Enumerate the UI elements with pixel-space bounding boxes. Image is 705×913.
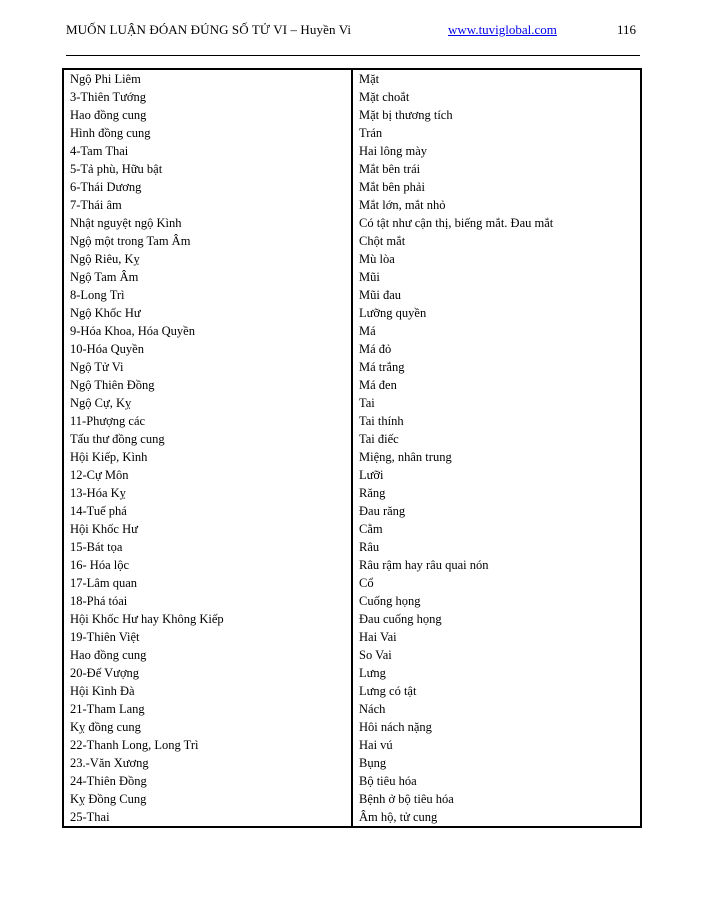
star-cell: Hình đồng cung xyxy=(63,124,352,142)
body-part-cell: Có tật như cận thị, biếng mắt. Đau mắt xyxy=(352,214,641,232)
star-cell: 18-Phá tóai xyxy=(63,592,352,610)
table-row xyxy=(63,232,641,250)
table-row xyxy=(63,250,641,268)
table-row xyxy=(63,682,641,700)
table-row xyxy=(63,142,641,160)
body-part-cell: Cuống họng xyxy=(352,592,641,610)
table-row xyxy=(63,790,641,808)
body-part-cell: Lưỡng quyền xyxy=(352,304,641,322)
body-part-cell: Bụng xyxy=(352,754,641,772)
star-cell: 19-Thiên Việt xyxy=(63,628,352,646)
body-part-cell: Lưng có tật xyxy=(352,682,641,700)
star-cell: 14-Tuế phá xyxy=(63,502,352,520)
table-row xyxy=(63,376,641,394)
star-cell: 22-Thanh Long, Long Trì xyxy=(63,736,352,754)
body-part-cell: Mũi đau xyxy=(352,286,641,304)
table-row xyxy=(63,808,641,827)
body-part-cell: Chột mắt xyxy=(352,232,641,250)
table-row xyxy=(63,466,641,484)
body-part-cell: Trán xyxy=(352,124,641,142)
star-cell: 15-Bát tọa xyxy=(63,538,352,556)
star-cell: Ngộ Phi Liêm xyxy=(63,69,352,88)
star-cell: 11-Phượng các xyxy=(63,412,352,430)
table-row xyxy=(63,664,641,682)
body-part-cell: Cổ xyxy=(352,574,641,592)
table-row xyxy=(63,772,641,790)
header-divider xyxy=(66,55,640,56)
body-part-cell: Hai vú xyxy=(352,736,641,754)
body-part-cell: Nách xyxy=(352,700,641,718)
star-cell: Hao đồng cung xyxy=(63,646,352,664)
star-cell: 6-Thái Dương xyxy=(63,178,352,196)
table-row xyxy=(63,358,641,376)
table-row xyxy=(63,484,641,502)
table-row xyxy=(63,754,641,772)
body-part-cell: Má đen xyxy=(352,376,641,394)
page-header xyxy=(66,22,640,42)
star-cell: 17-Lâm quan xyxy=(63,574,352,592)
table-row xyxy=(63,412,641,430)
table-row xyxy=(63,268,641,286)
table-row xyxy=(63,574,641,592)
star-cell: 5-Tả phù, Hữu bật xyxy=(63,160,352,178)
body-part-cell: Cằm xyxy=(352,520,641,538)
body-part-cell: Răng xyxy=(352,484,641,502)
body-part-cell: Lưng xyxy=(352,664,641,682)
body-part-cell: Mặt xyxy=(352,69,641,88)
body-part-cell: Mắt bên trái xyxy=(352,160,641,178)
body-part-cell: Đau cuống họng xyxy=(352,610,641,628)
star-cell: Ngộ Thiên Đồng xyxy=(63,376,352,394)
body-part-cell: Mắt lớn, mắt nhỏ xyxy=(352,196,641,214)
star-cell: 8-Long Trì xyxy=(63,286,352,304)
star-cell: Ngộ Tam Âm xyxy=(63,268,352,286)
star-cell: Kỵ đồng cung xyxy=(63,718,352,736)
body-part-cell: Hai Vai xyxy=(352,628,641,646)
star-cell: Ngộ Riêu, Kỵ xyxy=(63,250,352,268)
table-row xyxy=(63,520,641,538)
body-part-cell: Mù lòa xyxy=(352,250,641,268)
table-row xyxy=(63,394,641,412)
star-cell: 13-Hóa Kỵ xyxy=(63,484,352,502)
star-cell: Ngộ Tử Vi xyxy=(63,358,352,376)
star-cell: 25-Thai xyxy=(63,808,352,827)
body-part-cell: Âm hộ, tử cung xyxy=(352,808,641,827)
table-row xyxy=(63,646,641,664)
table-row xyxy=(63,69,641,88)
body-part-cell: Tai xyxy=(352,394,641,412)
table-row xyxy=(63,628,641,646)
table-row xyxy=(63,610,641,628)
star-cell: Ngộ Cự, Kỵ xyxy=(63,394,352,412)
table-row xyxy=(63,502,641,520)
table-row xyxy=(63,322,641,340)
star-cell: Hội Kiếp, Kình xyxy=(63,448,352,466)
star-cell: 12-Cự Môn xyxy=(63,466,352,484)
star-body-part-table xyxy=(62,68,642,828)
body-part-cell: So Vai xyxy=(352,646,641,664)
table-row xyxy=(63,538,641,556)
table-row xyxy=(63,304,641,322)
body-part-cell: Mặt bị thương tích xyxy=(352,106,641,124)
body-part-cell: Mắt bên phải xyxy=(352,178,641,196)
star-cell: 23.-Văn Xương xyxy=(63,754,352,772)
table-row xyxy=(63,88,641,106)
body-part-cell: Râu rậm hay râu quai nón xyxy=(352,556,641,574)
star-cell: 16- Hóa lộc xyxy=(63,556,352,574)
body-part-cell: Hôi nách nặng xyxy=(352,718,641,736)
table-row xyxy=(63,718,641,736)
body-part-cell: Bộ tiêu hóa xyxy=(352,772,641,790)
body-part-cell: Má trắng xyxy=(352,358,641,376)
star-cell: 21-Tham Lang xyxy=(63,700,352,718)
star-cell: 20-Đế Vượng xyxy=(63,664,352,682)
body-part-cell: Má đỏ xyxy=(352,340,641,358)
table-row xyxy=(63,700,641,718)
body-part-cell: Đau răng xyxy=(352,502,641,520)
star-cell: Hội Khốc Hư xyxy=(63,520,352,538)
body-part-cell: Râu xyxy=(352,538,641,556)
body-part-cell: Má xyxy=(352,322,641,340)
document-title: MUỐN LUẬN ĐÓAN ĐÚNG SỐ TỬ VI – Huyền Vi xyxy=(66,22,352,37)
body-part-cell: Hai lông mày xyxy=(352,142,641,160)
table-row xyxy=(63,592,641,610)
table-row xyxy=(63,178,641,196)
body-part-cell: Bệnh ở bộ tiêu hóa xyxy=(352,790,641,808)
star-cell: 7-Thái âm xyxy=(63,196,352,214)
body-part-cell: Mũi xyxy=(352,268,641,286)
star-cell: 9-Hóa Khoa, Hóa Quyền xyxy=(63,322,352,340)
table-row xyxy=(63,286,641,304)
star-cell: Ngộ Khốc Hư xyxy=(63,304,352,322)
star-cell: 4-Tam Thai xyxy=(63,142,352,160)
table-row xyxy=(63,736,641,754)
body-part-cell: Tai điếc xyxy=(352,430,641,448)
website-link[interactable]: www.tuviglobal.com xyxy=(448,22,557,37)
star-cell: 10-Hóa Quyền xyxy=(63,340,352,358)
star-cell: Nhật nguyệt ngộ Kình xyxy=(63,214,352,232)
star-cell: 24-Thiên Đồng xyxy=(63,772,352,790)
table-row xyxy=(63,340,641,358)
table-row xyxy=(63,430,641,448)
table-row xyxy=(63,124,641,142)
table-body xyxy=(63,69,641,827)
star-cell: 3-Thiên Tướng xyxy=(63,88,352,106)
table-row xyxy=(63,448,641,466)
page-number: 116 xyxy=(616,22,636,37)
table-row xyxy=(63,196,641,214)
table-row xyxy=(63,160,641,178)
star-cell: Kỵ Đồng Cung xyxy=(63,790,352,808)
table-row xyxy=(63,214,641,232)
star-cell: Hội Khốc Hư hay Không Kiếp xyxy=(63,610,352,628)
body-part-cell: Lưỡi xyxy=(352,466,641,484)
star-cell: Tấu thư đồng cung xyxy=(63,430,352,448)
star-cell: Hội Kình Đà xyxy=(63,682,352,700)
table-row xyxy=(63,106,641,124)
body-part-cell: Tai thính xyxy=(352,412,641,430)
body-part-cell: Miệng, nhân trung xyxy=(352,448,641,466)
star-cell: Ngộ một trong Tam Âm xyxy=(63,232,352,250)
body-part-cell: Mặt choắt xyxy=(352,88,641,106)
table-row xyxy=(63,556,641,574)
star-cell: Hao đồng cung xyxy=(63,106,352,124)
